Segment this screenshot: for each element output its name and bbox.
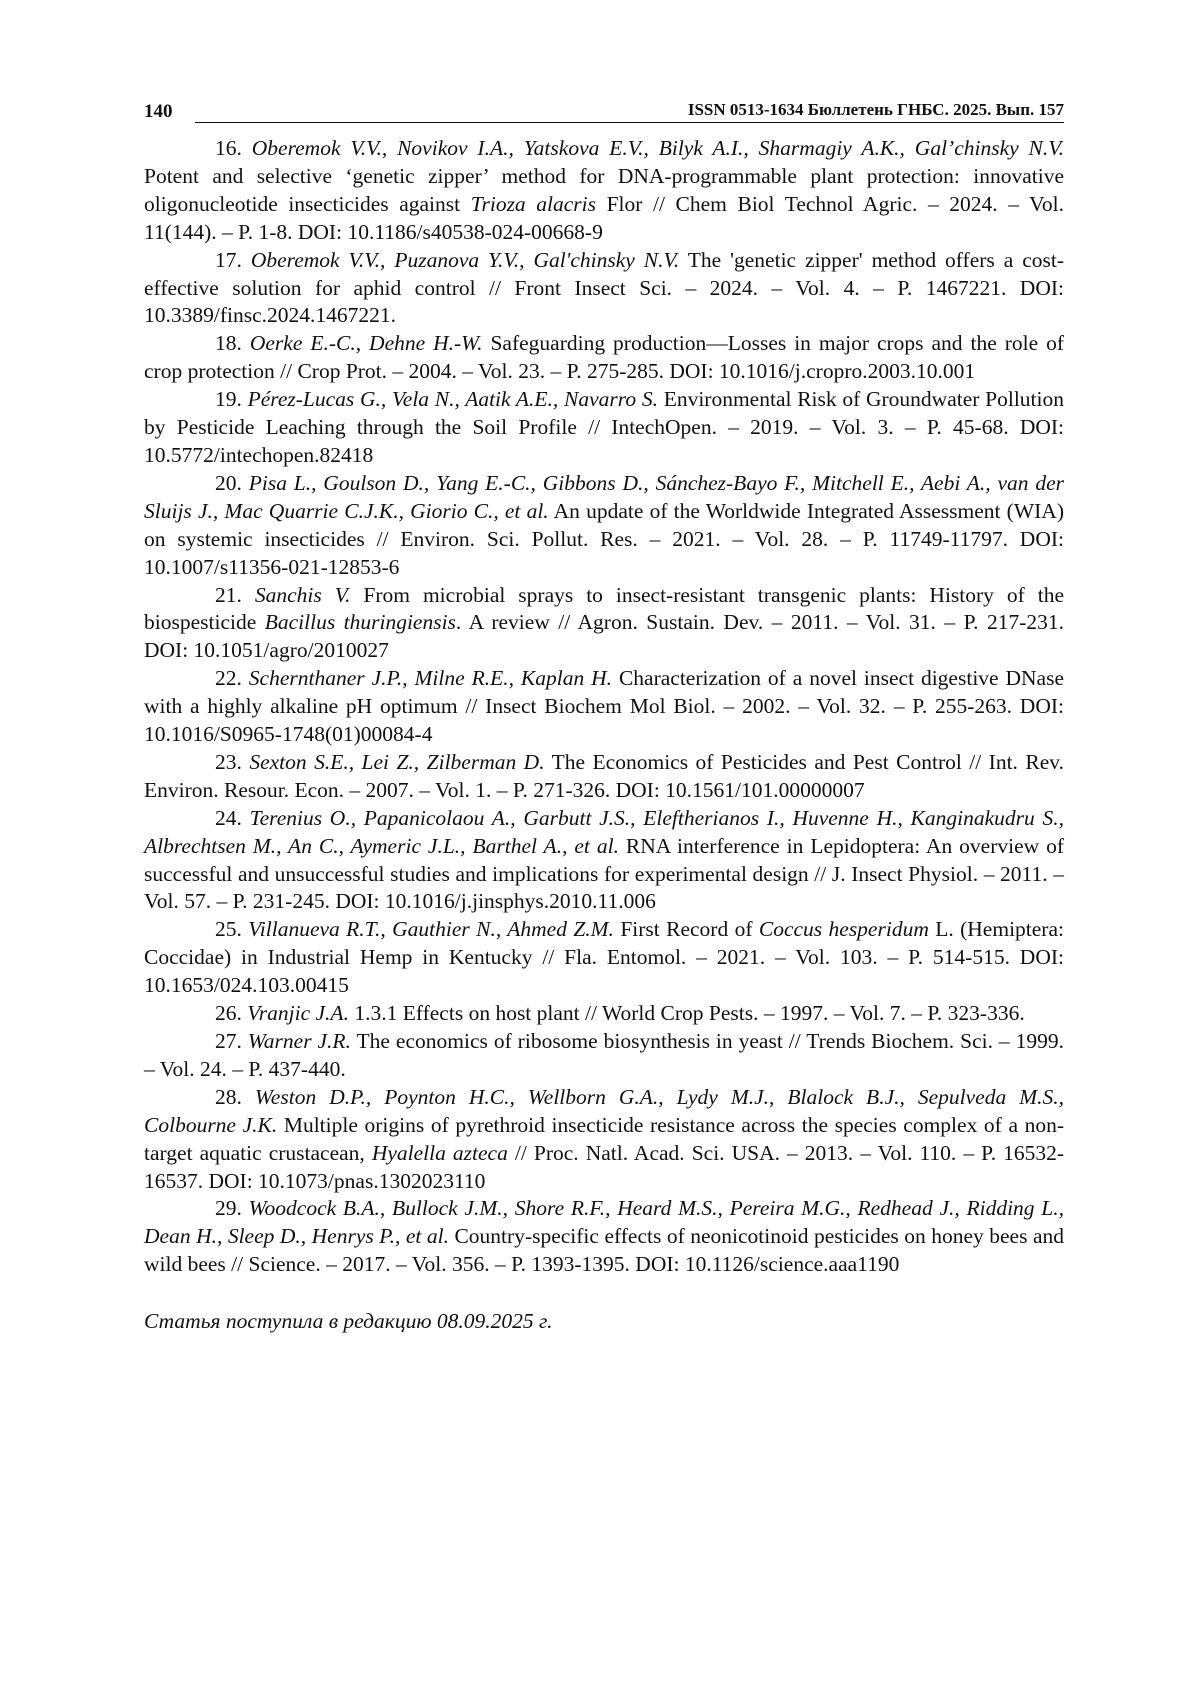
ref-number: 18. — [215, 331, 242, 356]
ref-authors: Terenius O., Papanicolaou A., Garbutt J.S., Eleftherianos I., Huvenne H., Kanginakudru S., Albrechtsen M., An C., Aymeric J.L., Barthel A., et al. — [144, 805, 1064, 858]
reference-20 — [144, 470, 1064, 582]
reference-19 — [144, 386, 1064, 470]
ref-authors: Warner J.R. — [247, 1029, 351, 1053]
received-date-note: Статья поступила в редакцию 08.09.2025 г. — [144, 1309, 553, 1334]
ref-text: The economics of ribosome biosynthesis in yeast // Trends Biochem. Sci. – 1999. – Vol. 24. – P. 437-440. — [144, 1029, 1065, 1081]
reference-18 — [144, 330, 1064, 386]
ref-number: 22. — [215, 666, 242, 691]
ref-species: Trioza alacris — [470, 191, 596, 216]
ref-authors: Sexton S.E., Lei Z., Zilberman D. — [249, 749, 545, 774]
reference-29 — [144, 1195, 1064, 1279]
reference-28 — [144, 1084, 1064, 1196]
reference-24 — [144, 805, 1064, 917]
ref-text: . A review // Agron. Sustain. Dev. – 2011. – Vol. 31. – P. 217-231. DOI: 10.1051/agro/2010027 — [144, 610, 1064, 663]
ref-text: L. (Hemiptera: Coccidae) in Industrial Hemp in Kentucky // Fla. Entomol. – 2021. – Vol. 103. – P. 514-515. DOI: 10.1653/024.103.00415 — [144, 917, 1064, 998]
header-rule — [195, 100, 1065, 123]
ref-authors: Schernthaner J.P., Milne R.E., Kaplan H. — [248, 666, 613, 691]
ref-authors: Oberemok V.V., Novikov I.A., Yatskova E.V., Bilyk A.I., Sharmagiy A.K., Gal’chinsky N.V. — [251, 136, 1064, 160]
ref-authors: Pérez-Lucas G., Vela N., Aatik A.E., Navarro S. — [247, 387, 658, 412]
ref-authors: Pisa L., Goulson D., Yang E.-C., Gibbons D., Sánchez-Bayo F., Mitchell E., Aebi A., van der Sluijs J., Mac Quarrie C.J.K., Giorio C., et al. — [144, 470, 1065, 523]
ref-species: Hyalella azteca — [371, 1140, 508, 1165]
ref-number: 19. — [215, 387, 242, 412]
ref-text: The Economics of Pesticides and Pest Control // Int. Rev. Environ. Resour. Econ. – 2007. – Vol. 1. – P. 271-326. DOI: 10.1561/101.00000007 — [144, 749, 1064, 802]
ref-text: First Record of — [620, 917, 753, 942]
ref-text: // Proc. Natl. Acad. Sci. USA. – 2013. – Vol. 110. – P. 16532-16537. DOI: 10.1073/pnas.1302023110 — [144, 1140, 1065, 1193]
ref-number: 16. — [215, 136, 242, 160]
reference-23 — [144, 749, 1064, 805]
ref-text: Potent and selective ‘genetic zipper’ method for DNA-programmable plant protection: innovative oligonucleotide insecticides against — [144, 163, 1064, 216]
ref-number: 17. — [215, 247, 242, 272]
reference-26 — [144, 1000, 1064, 1028]
ref-species: Coccus hesperidum — [758, 917, 929, 942]
ref-authors: Sanchis V. — [254, 582, 351, 607]
ref-number: 20. — [215, 470, 242, 495]
reference-21 — [144, 582, 1064, 666]
reference-25 — [144, 916, 1064, 1000]
reference-22 — [144, 665, 1064, 749]
journal-page — [144, 95, 1064, 1335]
ref-number: 29. — [215, 1196, 242, 1221]
ref-species: Bacillus thuringiensis — [264, 610, 456, 635]
reference-27 — [144, 1028, 1064, 1084]
ref-text: Multiple origins of pyrethroid insecticide resistance across the species complex of a non-target aquatic crustacean, — [144, 1112, 1064, 1165]
ref-authors: Oberemok V.V., Puzanova Y.V., Gal'chinsky N.V. — [250, 247, 680, 272]
ref-number: 23. — [215, 749, 242, 774]
ref-authors: Oerke E.-C., Dehne H.-W. — [249, 331, 483, 356]
ref-text: 1.3.1 Effects on host plant // World Crop Pests. – 1997. – Vol. 7. – P. 323-336. — [354, 1001, 1025, 1026]
ref-text: RNA interference in Lepidoptera: An overview of successful and unsuccessful studies and implications for experimental design // J. Insect Physiol. – 2011. – Vol. 57. – P. 231-245. DOI: 10.1016/j.jinsphys.2010.11.006 — [144, 833, 1065, 914]
ref-number: 28. — [215, 1084, 242, 1109]
ref-authors: Woodcock B.A., Bullock J.M., Shore R.F., Heard M.S., Pereira M.G., Redhead J., Ridding L., Dean H., Sleep D., Henrys P., et al. — [144, 1196, 1064, 1249]
ref-number: 27. — [215, 1029, 242, 1053]
reference-16 — [144, 135, 1064, 247]
ref-text: An update of the Worldwide Integrated Assessment (WIA) on systemic insecticides // Environ. Sci. Pollut. Res. – 2021. – Vol. 28. – P. 11749-11797. DOI: 10.1007/s11356-021-12853-6 — [144, 498, 1064, 579]
ref-number: 21. — [215, 582, 242, 607]
ref-text: Country-specific effects of neonicotinoid pesticides on honey bees and wild bees // Science. – 2017. – Vol. 356. – P. 1393-1395. DOI: 10.1126/science.aaa1190 — [144, 1224, 1065, 1277]
ref-authors: Vranjic J.A. — [247, 1001, 349, 1026]
ref-text: Environmental Risk of Groundwater Pollution by Pesticide Leaching through the Soil Profile // IntechOpen. – 2019. – Vol. 3. – P. 45-68. DOI: 10.5772/intechopen.82418 — [144, 387, 1064, 467]
running-head: ISSN 0513-1634 Бюллетень ГНБС. 2025. Вып. 157 — [687, 100, 1064, 119]
ref-number: 24. — [215, 805, 242, 830]
reference-17 — [144, 247, 1064, 331]
ref-authors: Weston D.P., Poynton H.C., Wellborn G.A., Lydy M.J., Blalock B.J., Sepulveda M.S., Colbourne J.K. — [144, 1084, 1064, 1137]
ref-text: The 'genetic zipper' method offers a cost-effective solution for aphid control // Front Insect Sci. – 2024. – Vol. 4. – P. 1467221. DOI: 10.3389/finsc.2024.1467221. — [144, 247, 1064, 328]
ref-number: 25. — [215, 917, 242, 942]
page-number: 140 — [144, 101, 173, 122]
ref-text: Flor // Chem Biol Technol Agric. – 2024. – Vol. 11(144). – P. 1-8. DOI: 10.1186/s40538-024-00668-9 — [144, 191, 1065, 244]
ref-authors: Villanueva R.T., Gauthier N., Ahmed Z.M. — [248, 917, 614, 942]
reference-list — [144, 135, 1064, 1279]
ref-text: From microbial sprays to insect-resistant transgenic plants: History of the biospesticide — [144, 582, 1065, 635]
ref-text: Characterization of a novel insect digestive DNase with a highly alkaline pH optimum // Insect Biochem Mol Biol. – 2002. – Vol. 32. – P. 255-263. DOI: 10.1016/S0965-1748(01)00084-4 — [144, 666, 1065, 747]
page-header — [144, 95, 1064, 123]
ref-text: Safeguarding production—Losses in major crops and the role of crop protection // Crop Prot. – 2004. – Vol. 23. – P. 275-285. DOI: 10.1016/j.cropro.2003.10.001 — [144, 331, 1065, 384]
ref-number: 26. — [215, 1001, 242, 1026]
